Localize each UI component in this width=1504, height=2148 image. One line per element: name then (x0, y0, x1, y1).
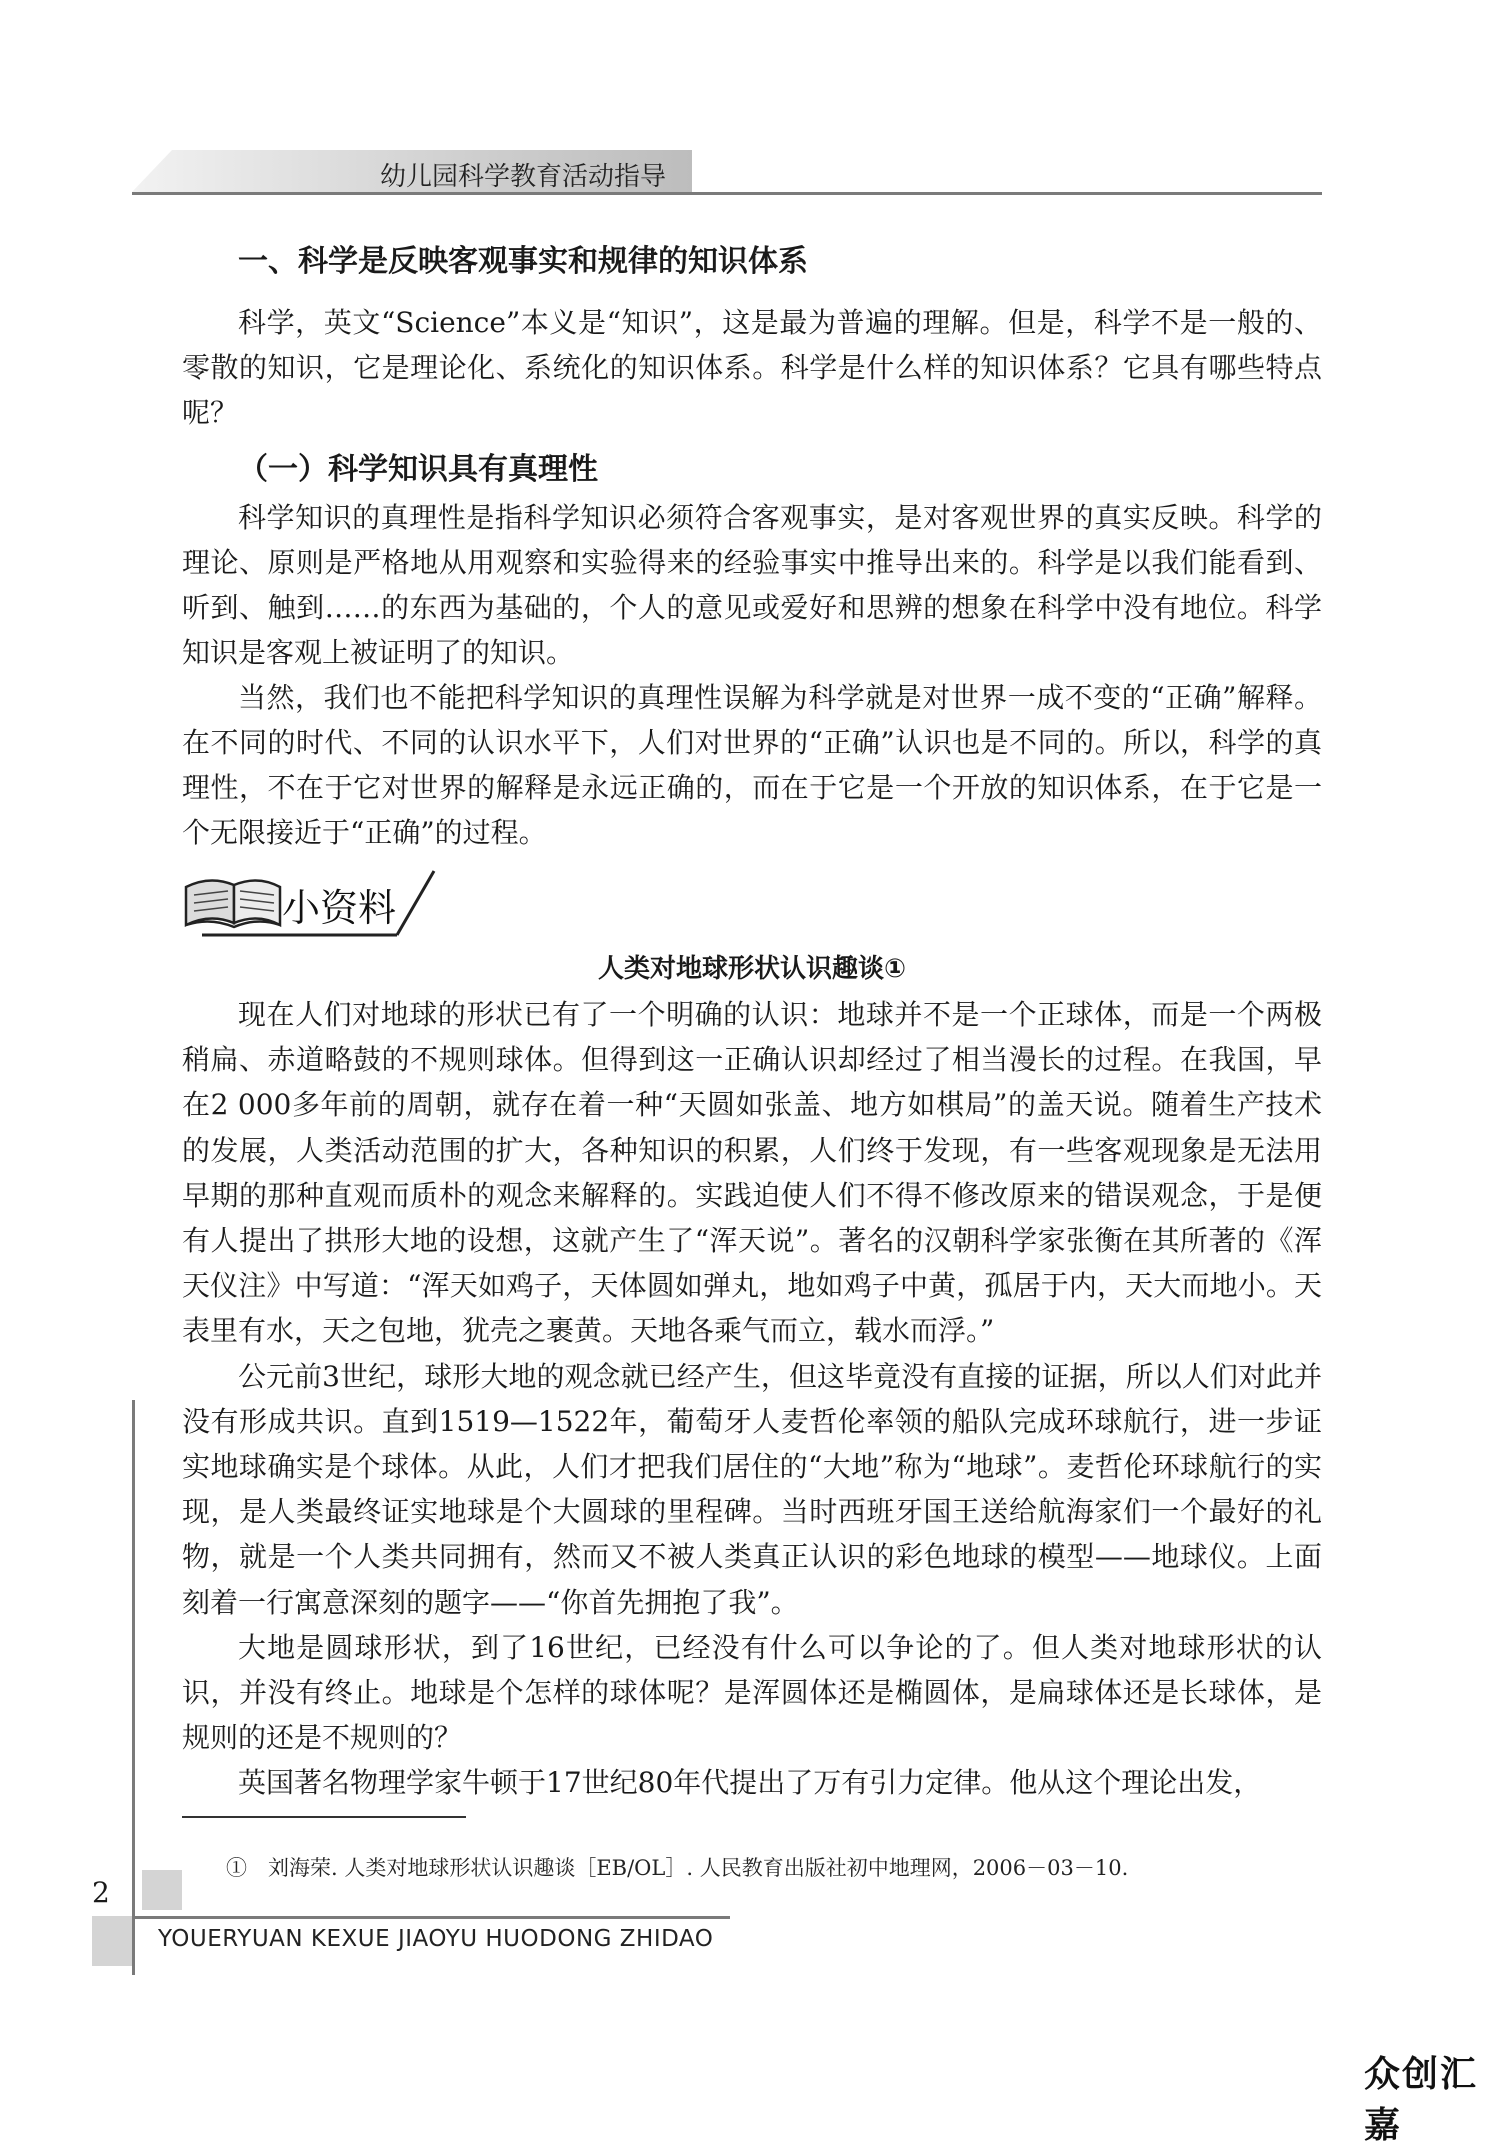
section-heading: 一、科学是反映客观事实和规律的知识体系 (238, 244, 808, 279)
running-header-title: 幼儿园科学教育活动指导 (380, 162, 667, 192)
sidebar-paragraph: 英国著名物理学家牛顿于17世纪80年代提出了万有引力定律。他从这个理论出发， (238, 1766, 1262, 1800)
sidebar-article-body (182, 992, 1322, 1806)
footer-left-block (92, 1916, 132, 1966)
section-intro-block (182, 300, 1322, 435)
page-number-square (142, 1870, 182, 1910)
page-number: 2 (92, 1876, 110, 1909)
truth-paragraph-1: 科学知识的真理性是指科学知识必须符合客观事实，是对客观世界的真实反映。科学的理论、原则是严格地从用观察和实验得来的经验事实中推导出来的。科学是以我们能看到、听到、触到……的东西为基础的，个人的意见或爱好和思辨的想象在科学中没有地位。科学知识是客观上被证明了的知识。 (182, 501, 1322, 669)
footer-rule (132, 1916, 730, 1919)
sidebar-paragraph: 公元前3世纪，球形大地的观念就已经产生，但这毕竟没有直接的证据，所以人们对此并没有形成共识。直到1519—1522年，葡萄牙人麦哲伦率领的船队完成环球航行，进一步证实地球确实是个球体。从此，人们才把我们居住的“大地”称为“地球”。麦哲伦环球航行的实现，是人类最终证实地球是个大圆球的里程碑。当时西班牙国王送给航海家们一个最好的礼物，就是一个人类共同拥有，然而又不被人类真正认识的彩色地球的模型——地球仪。上面刻着一行寓意深刻的题字——“你首先拥抱了我”。 (182, 1359, 1322, 1619)
watermark-logo: 众创汇嘉 (1364, 2054, 1479, 2146)
sidebar-article-title: 人类对地球形状认识趣谈① (597, 954, 906, 984)
sidebar-left-rule (132, 1400, 135, 1975)
sidebar-paragraph: 现在人们对地球的形状已有了一个明确的认识：地球并不是一个正球体，而是一个两极稍扁、赤道略鼓的不规则球体。但得到这一正确认识却经过了相当漫长的过程。在我国，早在2 000多年前的周朝，就存在着一种“天圆如张盖、地方如棋局”的盖天说。随着生产技术的发展，人类活动范围的扩大，各种知识的积累，人们终于发现，有一些客观现象是无法用早期的那种直观而质朴的观念来解释的。实践迫使人们不得不修改原来的错误观念，于是便有人提出了拱形大地的设想，这就产生了“浑天说”。著名的汉朝科学家张衡在其所著的《浑天仪注》中写道：“浑天如鸡子，天体圆如弹丸，地如鸡子中黄，孤居于内，天大而地小。天表里有水，天之包地，犹壳之裹黄。天地各乘气而立，载水而浮。” (182, 998, 1322, 1348)
header-rule (132, 192, 1322, 195)
footnote-rule (182, 1816, 466, 1818)
footer-running-title: YOUERYUAN KEXUE JIAOYU HUODONG ZHIDAO (158, 1926, 714, 1952)
truth-paragraph-2: 当然，我们也不能把科学知识的真理性误解为科学就是对世界一成不变的“正确”解释。在不同的时代、不同的认识水平下，人们对世界的“正确”认识也是不同的。所以，科学的真理性，不在于它对世界的解释是永远正确的，而在于它是一个开放的知识体系，在于它是一个无限接近于“正确”的过程。 (182, 681, 1322, 849)
info-box-label (182, 865, 442, 937)
subsection-heading: （一）科学知识具有真理性 (238, 452, 598, 487)
subsection-body (182, 495, 1322, 855)
footnote: ① 刘海荣. 人类对地球形状认识趣谈［EB/OL］. 人民教育出版社初中地理网，2006－03－10. (226, 1856, 1129, 1880)
section-intro-paragraph: 科学，英文“Science”本义是“知识”，这是最为普遍的理解。但是，科学不是一般的、零散的知识，它是理论化、系统化的知识体系。科学是什么样的知识体系？它具有哪些特点呢？ (182, 306, 1322, 429)
sidebar-paragraph: 大地是圆球形状，到了16世纪，已经没有什么可以争论的了。但人类对地球形状的认识，并没有终止。地球是个怎样的球体呢？是浑圆体还是椭圆体，是扁球体还是长球体，是规则的还是不规则的？ (182, 1630, 1322, 1755)
info-box-label-text: 小资料 (282, 886, 397, 930)
